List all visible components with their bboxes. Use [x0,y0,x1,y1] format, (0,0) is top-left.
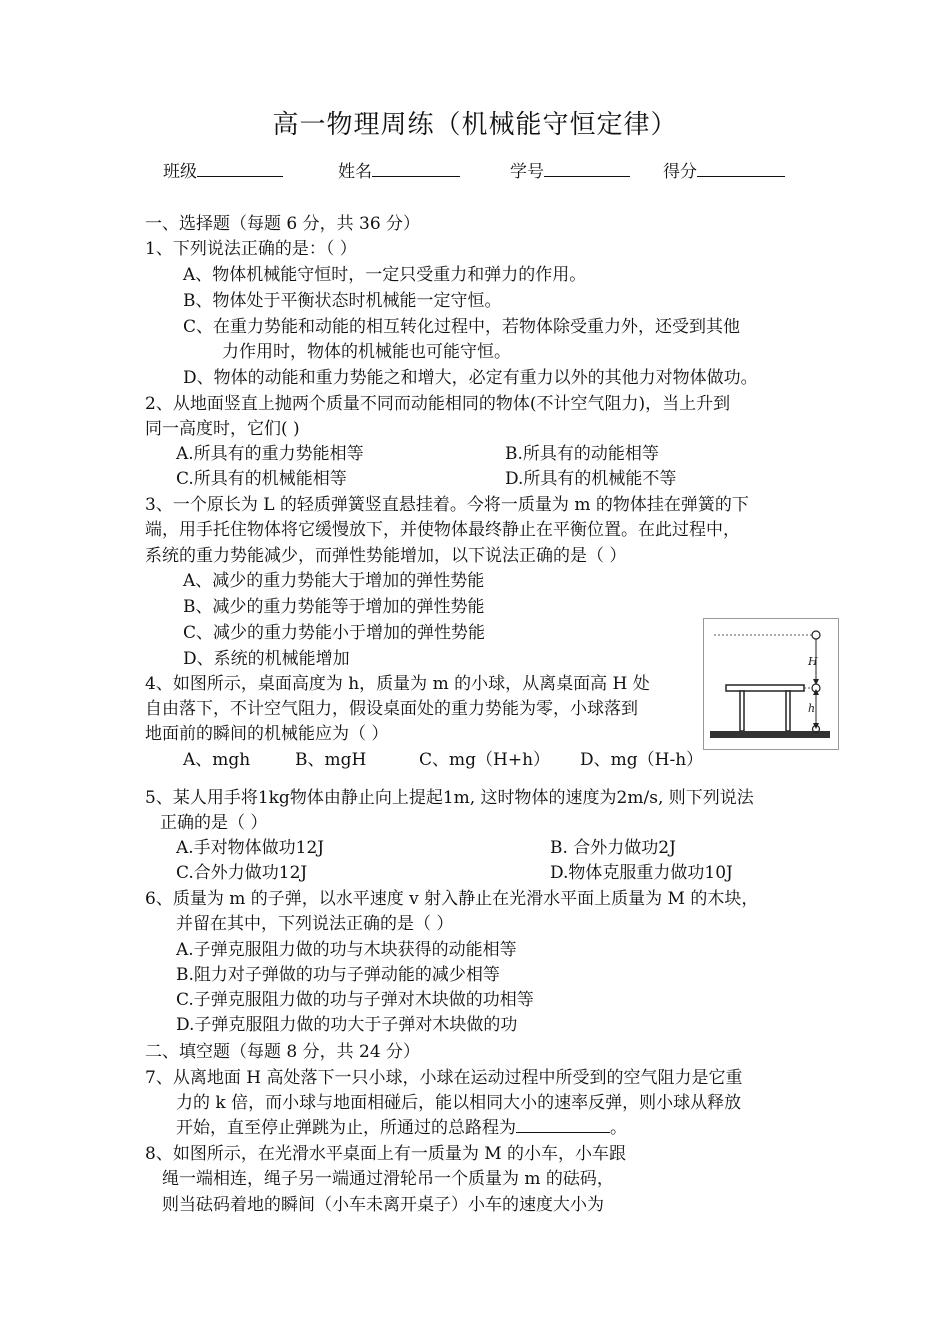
question-stem-cont: 端，用手托住物体将它缓慢放下，并使物体最终静止在平衡位置。在此过程中， [145,520,740,540]
student-id-label: 学号 [510,162,544,182]
page-title: 高一物理周练（机械能守恒定律） [272,110,678,140]
student-id-field [510,160,630,184]
option-c: C.所具有的机械能相等 [176,469,347,489]
question-stem-cont: 地面前的瞬间的机械能应为（ ） [145,724,389,744]
label-H: H [808,655,818,668]
option-b: B、物体处于平衡状态时机械能一定守恒。 [183,291,502,311]
q7-text: 开始，直至停止弹跳为止，所通过的总路程为 [176,1118,516,1138]
question-stem-cont: 系统的重力势能减少，而弹性势能增加，以下说法正确的是（ ） [145,546,627,566]
option-d: D、系统的机械能增加 [183,649,350,669]
option-a: A.子弹克服阻力做的功与木块获得的动能相等 [176,940,517,960]
option-b: B、减少的重力势能等于增加的弹性势能 [183,597,485,617]
question-stem: 6、质量为 m 的子弹，以水平速度 v 射入静止在光滑水平面上质量为 M 的木块， [145,889,759,909]
option-b: B. 合外力做功2J [550,838,676,858]
score-blank[interactable] [697,160,785,177]
question-stem-cont: 自由落下，不计空气阻力，假设桌面处的重力势能为零，小球落到 [145,699,638,719]
score-label: 得分 [663,162,697,182]
option-d: D.物体克服重力做功10J [550,863,733,883]
q7-period: 。 [610,1118,627,1138]
option-b: B.所具有的动能相等 [505,444,659,464]
table-height-figure [703,618,839,750]
option-d: D、mg（H-h） [580,750,704,770]
option-d: D、物体的动能和重力势能之和增大，必定有重力以外的其他力对物体做功。 [183,368,758,388]
class-field [163,160,283,184]
option-c: C.子弹克服阻力做的功与子弹对木块做的功相等 [176,990,534,1010]
option-a: A.手对物体做功12J [176,838,325,858]
class-label: 班级 [163,162,197,182]
section-heading: 二、填空题（每题 8 分，共 24 分） [145,1042,421,1062]
option-d: D.子弹克服阻力做的功大于子弹对木块做的功 [176,1015,518,1035]
option-c-cont: 力作用时，物体的机械能也可能守恒。 [222,342,511,362]
option-b: B.阻力对子弹做的功与子弹动能的减少相等 [176,965,500,985]
option-a: A、mgh [183,750,251,770]
question-stem: 3、一个原长为 L 的轻质弹簧竖直悬挂着。今将一质量为 m 的物体挂在弹簧的下 [145,495,749,515]
question-stem-cont: 力的 k 倍，而小球与地面相碰后，能以相同大小的速率反弹，则小球从释放 [176,1093,742,1113]
option-c: C、减少的重力势能小于增加的弹性势能 [183,623,486,643]
option-a: A.所具有的重力势能相等 [176,444,364,464]
table-diagram-icon [704,619,838,749]
question-stem: 7、从离地面 H 高处落下一只小球，小球在运动过程中所受到的空气阻力是它重 [145,1068,743,1088]
question-stem-cont: 正确的是（ ） [160,813,268,833]
question-stem-cont [176,1116,627,1140]
question-stem: 2、从地面竖直上抛两个质量不同而动能相同的物体(不计空气阻力)，当上升到 [145,394,731,414]
option-c: C.合外力做功12J [176,863,308,883]
question-stem: 8、如图所示，在光滑水平桌面上有一质量为 M 的小车，小车跟 [145,1144,627,1164]
section-heading: 一、选择题（每题 6 分，共 36 分） [145,214,421,234]
question-stem-cont: 绳一端相连，绳子另一端通过滑轮吊一个质量为 m 的砝码， [162,1169,614,1189]
option-d: D.所具有的机械能不等 [505,469,677,489]
question-stem: 5、某人用手将1kg物体由静止向上提起1m, 这时物体的速度为2m/s, 则下列说法 [145,788,754,808]
question-stem-cont: 同一高度时，它们( ) [145,419,300,439]
label-h: h [808,702,816,715]
score-field [663,160,785,184]
option-a: A、减少的重力势能大于增加的弹性势能 [183,571,485,591]
question-stem-cont: 则当砝码着地的瞬间（小车未离开桌子）小车的速度大小为 [162,1195,604,1215]
class-blank[interactable] [197,160,283,177]
answer-blank[interactable] [516,1116,610,1133]
name-label: 姓名 [338,162,372,182]
option-b: B、mgH [295,750,367,770]
student-id-blank[interactable] [544,160,630,177]
option-a: A、物体机械能守恒时，一定只受重力和弹力的作用。 [183,265,587,285]
option-c: C、在重力势能和动能的相互转化过程中，若物体除受重力外，还受到其他 [183,317,741,337]
question-stem-cont: 并留在其中，下列说法正确的是（ ） [176,914,454,934]
name-blank[interactable] [372,160,460,177]
name-field [338,160,460,184]
question-stem: 1、下列说法正确的是：（ ） [145,239,357,259]
question-stem: 4、如图所示，桌面高度为 h，质量为 m 的小球，从离桌面高 H 处 [145,674,650,694]
option-c: C、mg（H+h） [419,750,551,770]
